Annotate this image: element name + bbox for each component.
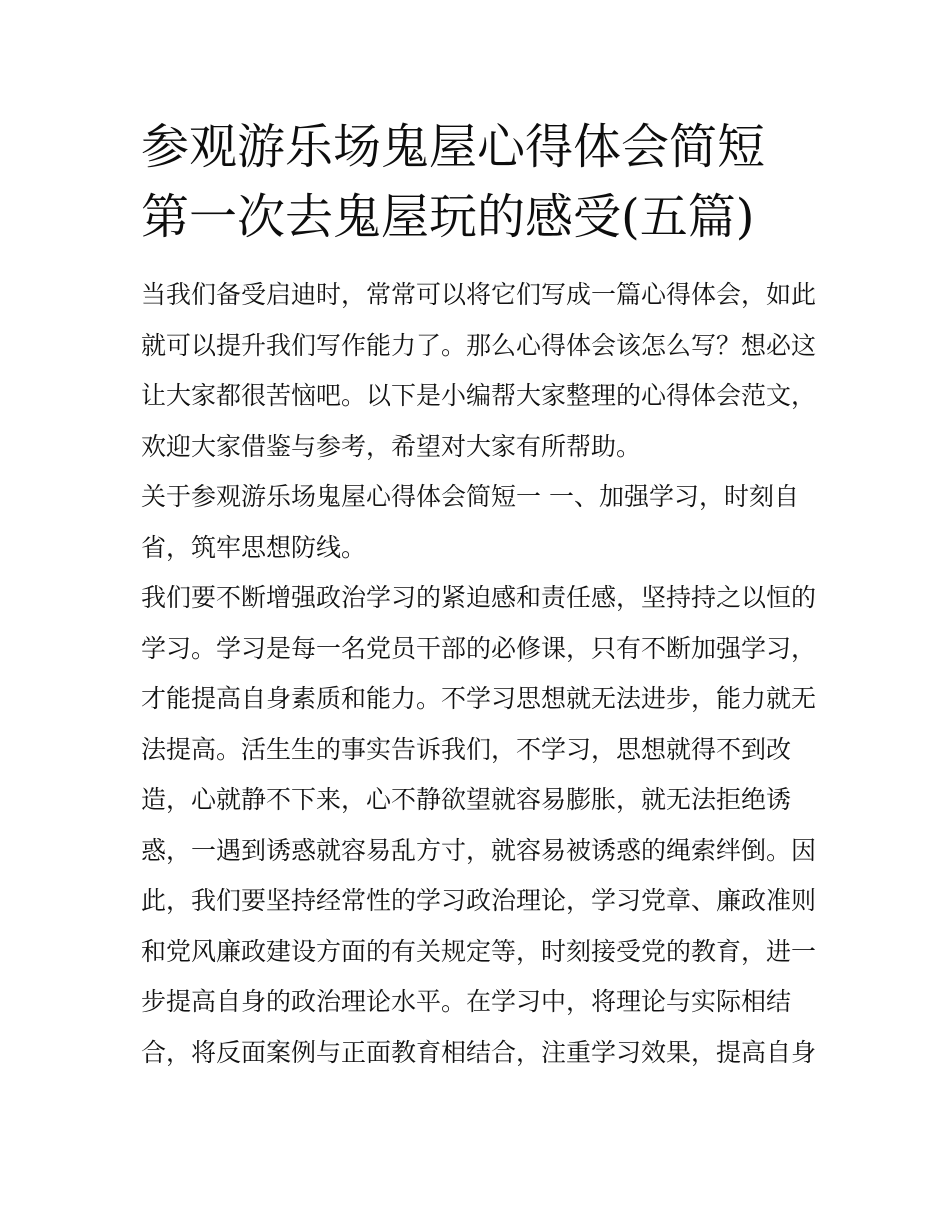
title-line: 参观游乐场鬼屋心得体会简短 — [141, 119, 766, 175]
text-line: 此，我们要坚持经常性的学习政治理论，学习党章、廉政准则 — [141, 886, 817, 915]
text-line: 惑，一遇到诱惑就容易乱方寸，就容易被诱惑的绳索绊倒。因 — [141, 835, 817, 865]
text-line: 和党风廉政建设方面的有关规定等，时刻接受党的教育，进一 — [141, 936, 817, 966]
document-title — [141, 112, 816, 252]
text-line: 法提高。活生生的事实告诉我们，不学习，思想就得不到改 — [141, 734, 792, 764]
text-line: 当我们备受启迪时，常常可以将它们写成一篇心得体会，如此 — [141, 280, 817, 309]
text-line: 才能提高自身素质和能力。不学习思想就无法进步，能力就无 — [141, 684, 817, 713]
section-heading-paragraph — [141, 472, 816, 573]
text-line: 学习。学习是每一名党员干部的必修课，只有不断加强学习， — [141, 633, 817, 663]
intro-paragraph — [141, 270, 816, 472]
text-line: 步提高自身的政治理论水平。在学习中，将理论与实际相结 — [141, 987, 792, 1016]
text-line: 我们要不断增强政治学习的紧迫感和责任感，坚持持之以恒的 — [141, 583, 817, 612]
text-line: 就可以提升我们写作能力了。那么心得体会该怎么写？想必这 — [141, 330, 817, 360]
text-line: 合，将反面案例与正面教育相结合，注重学习效果，提高自身 — [141, 1037, 817, 1067]
document-content — [141, 112, 816, 1078]
text-line: 欢迎大家借鉴与参考，希望对大家有所帮助。 — [141, 431, 642, 461]
title-line: 第一次去鬼屋玩的感受(五篇) — [141, 189, 755, 245]
body-paragraph — [141, 573, 816, 1078]
text-line: 造，心就静不下来，心不静欲望就容易膨胀，就无法拒绝诱 — [141, 785, 792, 814]
text-line: 省，筑牢思想防线。 — [141, 532, 367, 562]
document-body — [141, 270, 816, 1078]
text-line: 让大家都很苦恼吧。以下是小编帮大家整理的心得体会范文， — [141, 381, 817, 410]
text-line: 关于参观游乐场鬼屋心得体会简短一 一、加强学习，时刻自 — [141, 482, 799, 511]
